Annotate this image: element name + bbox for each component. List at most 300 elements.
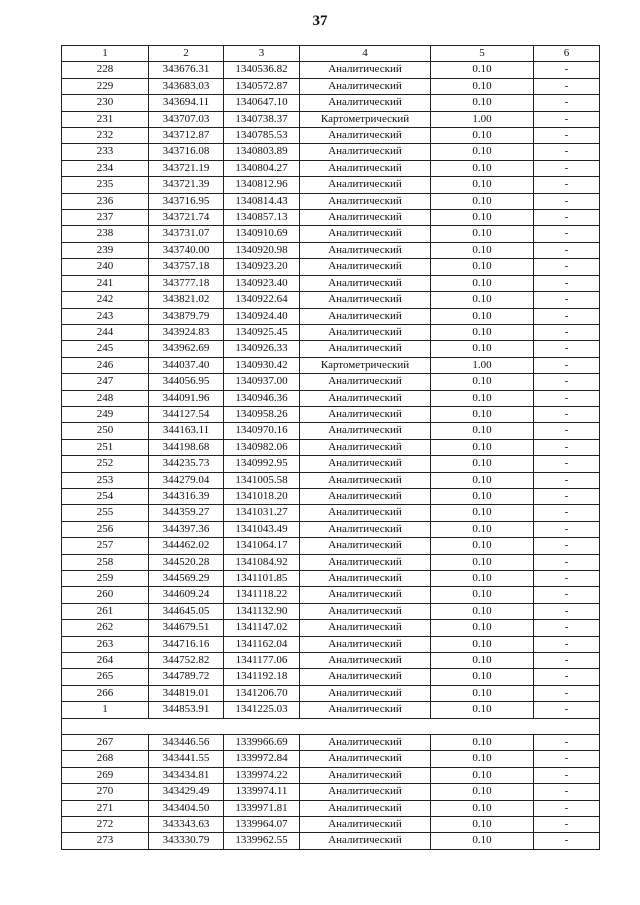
x-coordinate-cell: 343712.87 <box>149 128 224 144</box>
accuracy-cell: 0.10 <box>431 702 534 718</box>
column-header-5: 5 <box>431 46 534 62</box>
x-coordinate-cell: 344716.16 <box>149 636 224 652</box>
x-coordinate-cell: 343721.19 <box>149 160 224 176</box>
method-cell: Аналитический <box>300 390 431 406</box>
point-number-cell: 230 <box>62 95 149 111</box>
y-coordinate-cell: 1339962.55 <box>224 833 300 849</box>
point-number-cell: 235 <box>62 177 149 193</box>
accuracy-cell: 0.10 <box>431 767 534 783</box>
table-row <box>62 702 600 718</box>
x-coordinate-cell: 344853.91 <box>149 702 224 718</box>
x-coordinate-cell: 344127.54 <box>149 406 224 422</box>
y-coordinate-cell: 1341162.04 <box>224 636 300 652</box>
description-cell: - <box>534 128 600 144</box>
description-cell: - <box>534 439 600 455</box>
table-row <box>62 620 600 636</box>
description-cell: - <box>534 226 600 242</box>
method-cell: Аналитический <box>300 751 431 767</box>
description-cell: - <box>534 833 600 849</box>
method-cell: Аналитический <box>300 324 431 340</box>
point-number-cell: 255 <box>62 505 149 521</box>
x-coordinate-cell: 344609.24 <box>149 587 224 603</box>
description-cell: - <box>534 95 600 111</box>
point-number-cell: 270 <box>62 784 149 800</box>
x-coordinate-cell: 343716.95 <box>149 193 224 209</box>
y-coordinate-cell: 1341177.06 <box>224 653 300 669</box>
point-number-cell: 259 <box>62 571 149 587</box>
x-coordinate-cell: 343330.79 <box>149 833 224 849</box>
table-row <box>62 226 600 242</box>
description-cell: - <box>534 472 600 488</box>
table-row <box>62 751 600 767</box>
accuracy-cell: 0.10 <box>431 488 534 504</box>
y-coordinate-cell: 1340920.98 <box>224 242 300 258</box>
table-row <box>62 423 600 439</box>
method-cell: Аналитический <box>300 95 431 111</box>
description-cell: - <box>534 390 600 406</box>
accuracy-cell: 0.10 <box>431 128 534 144</box>
description-cell: - <box>534 324 600 340</box>
y-coordinate-cell: 1340804.27 <box>224 160 300 176</box>
y-coordinate-cell: 1340946.36 <box>224 390 300 406</box>
accuracy-cell: 0.10 <box>431 784 534 800</box>
method-cell: Аналитический <box>300 456 431 472</box>
coordinates-table <box>61 45 600 850</box>
y-coordinate-cell: 1340812.96 <box>224 177 300 193</box>
x-coordinate-cell: 343694.11 <box>149 95 224 111</box>
method-cell: Аналитический <box>300 259 431 275</box>
accuracy-cell: 1.00 <box>431 111 534 127</box>
table-row <box>62 193 600 209</box>
x-coordinate-cell: 343676.31 <box>149 62 224 78</box>
accuracy-cell: 0.10 <box>431 210 534 226</box>
description-cell: - <box>534 177 600 193</box>
accuracy-cell: 0.10 <box>431 242 534 258</box>
y-coordinate-cell: 1340992.95 <box>224 456 300 472</box>
description-cell: - <box>534 603 600 619</box>
method-cell: Аналитический <box>300 817 431 833</box>
y-coordinate-cell: 1340923.40 <box>224 275 300 291</box>
x-coordinate-cell: 343740.00 <box>149 242 224 258</box>
table-row <box>62 439 600 455</box>
point-number-cell: 237 <box>62 210 149 226</box>
empty-cell <box>62 718 600 734</box>
y-coordinate-cell: 1340982.06 <box>224 439 300 455</box>
description-cell: - <box>534 357 600 373</box>
x-coordinate-cell: 343777.18 <box>149 275 224 291</box>
x-coordinate-cell: 344056.95 <box>149 374 224 390</box>
accuracy-cell: 0.10 <box>431 751 534 767</box>
method-cell: Аналитический <box>300 275 431 291</box>
x-coordinate-cell: 343731.07 <box>149 226 224 242</box>
accuracy-cell: 0.10 <box>431 833 534 849</box>
point-number-cell: 246 <box>62 357 149 373</box>
y-coordinate-cell: 1339974.22 <box>224 767 300 783</box>
method-cell: Аналитический <box>300 177 431 193</box>
x-coordinate-cell: 344359.27 <box>149 505 224 521</box>
description-cell: - <box>534 406 600 422</box>
table-spacer <box>62 718 600 734</box>
method-cell: Аналитический <box>300 210 431 226</box>
accuracy-cell: 0.10 <box>431 275 534 291</box>
table-row <box>62 341 600 357</box>
x-coordinate-cell: 343446.56 <box>149 735 224 751</box>
method-cell: Аналитический <box>300 242 431 258</box>
x-coordinate-cell: 344462.02 <box>149 538 224 554</box>
x-coordinate-cell: 343441.55 <box>149 751 224 767</box>
method-cell: Аналитический <box>300 292 431 308</box>
method-cell: Аналитический <box>300 800 431 816</box>
description-cell: - <box>534 292 600 308</box>
accuracy-cell: 0.10 <box>431 226 534 242</box>
point-number-cell: 248 <box>62 390 149 406</box>
description-cell: - <box>534 800 600 816</box>
point-number-cell: 273 <box>62 833 149 849</box>
description-cell: - <box>534 259 600 275</box>
x-coordinate-cell: 344397.36 <box>149 521 224 537</box>
table-row <box>62 374 600 390</box>
empty-separator-row <box>62 718 600 734</box>
x-coordinate-cell: 343707.03 <box>149 111 224 127</box>
point-number-cell: 240 <box>62 259 149 275</box>
table-row <box>62 488 600 504</box>
table-row <box>62 308 600 324</box>
method-cell: Аналитический <box>300 308 431 324</box>
point-number-cell: 1 <box>62 702 149 718</box>
point-number-cell: 236 <box>62 193 149 209</box>
accuracy-cell: 0.10 <box>431 669 534 685</box>
description-cell: - <box>534 456 600 472</box>
table-row <box>62 538 600 554</box>
y-coordinate-cell: 1341118.22 <box>224 587 300 603</box>
table-row <box>62 78 600 94</box>
x-coordinate-cell: 343434.81 <box>149 767 224 783</box>
point-number-cell: 239 <box>62 242 149 258</box>
column-header-4: 4 <box>300 46 431 62</box>
method-cell: Картометрический <box>300 357 431 373</box>
description-cell: - <box>534 571 600 587</box>
table-row <box>62 111 600 127</box>
x-coordinate-cell: 344037.40 <box>149 357 224 373</box>
accuracy-cell: 0.10 <box>431 292 534 308</box>
table-row <box>62 587 600 603</box>
description-cell: - <box>534 144 600 160</box>
point-number-cell: 249 <box>62 406 149 422</box>
y-coordinate-cell: 1339966.69 <box>224 735 300 751</box>
x-coordinate-cell: 344316.39 <box>149 488 224 504</box>
x-coordinate-cell: 343404.50 <box>149 800 224 816</box>
method-cell: Аналитический <box>300 521 431 537</box>
accuracy-cell: 0.10 <box>431 636 534 652</box>
accuracy-cell: 1.00 <box>431 357 534 373</box>
y-coordinate-cell: 1340924.40 <box>224 308 300 324</box>
accuracy-cell: 0.10 <box>431 324 534 340</box>
method-cell: Аналитический <box>300 653 431 669</box>
y-coordinate-cell: 1339964.07 <box>224 817 300 833</box>
accuracy-cell: 0.10 <box>431 817 534 833</box>
point-number-cell: 272 <box>62 817 149 833</box>
point-number-cell: 244 <box>62 324 149 340</box>
accuracy-cell: 0.10 <box>431 571 534 587</box>
table-row <box>62 800 600 816</box>
table-row <box>62 357 600 373</box>
method-cell: Аналитический <box>300 128 431 144</box>
method-cell: Аналитический <box>300 423 431 439</box>
table-body-group-1 <box>62 62 600 718</box>
table-row <box>62 160 600 176</box>
page-number: 37 <box>312 13 328 29</box>
x-coordinate-cell: 344819.01 <box>149 685 224 701</box>
x-coordinate-cell: 343721.39 <box>149 177 224 193</box>
description-cell: - <box>534 160 600 176</box>
y-coordinate-cell: 1340647.10 <box>224 95 300 111</box>
method-cell: Аналитический <box>300 571 431 587</box>
y-coordinate-cell: 1340937.00 <box>224 374 300 390</box>
method-cell: Аналитический <box>300 78 431 94</box>
table-row <box>62 390 600 406</box>
y-coordinate-cell: 1340738.37 <box>224 111 300 127</box>
description-cell: - <box>534 62 600 78</box>
y-coordinate-cell: 1340926.33 <box>224 341 300 357</box>
y-coordinate-cell: 1341132.90 <box>224 603 300 619</box>
x-coordinate-cell: 343716.08 <box>149 144 224 160</box>
table-row <box>62 571 600 587</box>
x-coordinate-cell: 344198.68 <box>149 439 224 455</box>
y-coordinate-cell: 1341018.20 <box>224 488 300 504</box>
description-cell: - <box>534 554 600 570</box>
description-cell: - <box>534 78 600 94</box>
point-number-cell: 257 <box>62 538 149 554</box>
y-coordinate-cell: 1340930.42 <box>224 357 300 373</box>
point-number-cell: 231 <box>62 111 149 127</box>
x-coordinate-cell: 343821.02 <box>149 292 224 308</box>
description-cell: - <box>534 538 600 554</box>
y-coordinate-cell: 1339972.84 <box>224 751 300 767</box>
y-coordinate-cell: 1340814.43 <box>224 193 300 209</box>
point-number-cell: 266 <box>62 685 149 701</box>
y-coordinate-cell: 1340925.45 <box>224 324 300 340</box>
method-cell: Аналитический <box>300 767 431 783</box>
description-cell: - <box>534 636 600 652</box>
table-row <box>62 669 600 685</box>
point-number-cell: 233 <box>62 144 149 160</box>
accuracy-cell: 0.10 <box>431 62 534 78</box>
accuracy-cell: 0.10 <box>431 685 534 701</box>
y-coordinate-cell: 1341225.03 <box>224 702 300 718</box>
y-coordinate-cell: 1340922.64 <box>224 292 300 308</box>
accuracy-cell: 0.10 <box>431 456 534 472</box>
point-number-cell: 258 <box>62 554 149 570</box>
method-cell: Аналитический <box>300 554 431 570</box>
description-cell: - <box>534 374 600 390</box>
description-cell: - <box>534 735 600 751</box>
accuracy-cell: 0.10 <box>431 521 534 537</box>
point-number-cell: 253 <box>62 472 149 488</box>
table-row <box>62 128 600 144</box>
point-number-cell: 245 <box>62 341 149 357</box>
x-coordinate-cell: 343343.63 <box>149 817 224 833</box>
table-row <box>62 817 600 833</box>
x-coordinate-cell: 344569.29 <box>149 571 224 587</box>
accuracy-cell: 0.10 <box>431 193 534 209</box>
x-coordinate-cell: 343962.69 <box>149 341 224 357</box>
accuracy-cell: 0.10 <box>431 653 534 669</box>
y-coordinate-cell: 1340785.53 <box>224 128 300 144</box>
method-cell: Аналитический <box>300 784 431 800</box>
x-coordinate-cell: 344645.05 <box>149 603 224 619</box>
method-cell: Аналитический <box>300 374 431 390</box>
point-number-cell: 264 <box>62 653 149 669</box>
table-row <box>62 833 600 849</box>
accuracy-cell: 0.10 <box>431 374 534 390</box>
description-cell: - <box>534 767 600 783</box>
column-header-1: 1 <box>62 46 149 62</box>
accuracy-cell: 0.10 <box>431 472 534 488</box>
point-number-cell: 232 <box>62 128 149 144</box>
point-number-cell: 263 <box>62 636 149 652</box>
description-cell: - <box>534 193 600 209</box>
description-cell: - <box>534 488 600 504</box>
table-row <box>62 505 600 521</box>
point-number-cell: 271 <box>62 800 149 816</box>
table-row <box>62 472 600 488</box>
table-row <box>62 636 600 652</box>
description-cell: - <box>534 308 600 324</box>
x-coordinate-cell: 343879.79 <box>149 308 224 324</box>
point-number-cell: 260 <box>62 587 149 603</box>
description-cell: - <box>534 275 600 291</box>
table-row <box>62 210 600 226</box>
point-number-cell: 241 <box>62 275 149 291</box>
y-coordinate-cell: 1341005.58 <box>224 472 300 488</box>
table-row <box>62 62 600 78</box>
y-coordinate-cell: 1340803.89 <box>224 144 300 160</box>
description-cell: - <box>534 751 600 767</box>
point-number-cell: 265 <box>62 669 149 685</box>
x-coordinate-cell: 344163.11 <box>149 423 224 439</box>
table-row <box>62 275 600 291</box>
method-cell: Аналитический <box>300 702 431 718</box>
column-header-2: 2 <box>149 46 224 62</box>
accuracy-cell: 0.10 <box>431 587 534 603</box>
description-cell: - <box>534 620 600 636</box>
method-cell: Аналитический <box>300 144 431 160</box>
point-number-cell: 252 <box>62 456 149 472</box>
header-row <box>62 46 600 62</box>
point-number-cell: 238 <box>62 226 149 242</box>
point-number-cell: 250 <box>62 423 149 439</box>
method-cell: Аналитический <box>300 193 431 209</box>
y-coordinate-cell: 1341031.27 <box>224 505 300 521</box>
accuracy-cell: 0.10 <box>431 439 534 455</box>
description-cell: - <box>534 685 600 701</box>
table-row <box>62 144 600 160</box>
description-cell: - <box>534 210 600 226</box>
x-coordinate-cell: 344752.82 <box>149 653 224 669</box>
accuracy-cell: 0.10 <box>431 390 534 406</box>
point-number-cell: 261 <box>62 603 149 619</box>
description-cell: - <box>534 702 600 718</box>
x-coordinate-cell: 344279.04 <box>149 472 224 488</box>
table-row <box>62 95 600 111</box>
description-cell: - <box>534 505 600 521</box>
point-number-cell: 228 <box>62 62 149 78</box>
accuracy-cell: 0.10 <box>431 505 534 521</box>
description-cell: - <box>534 111 600 127</box>
accuracy-cell: 0.10 <box>431 603 534 619</box>
x-coordinate-cell: 344679.51 <box>149 620 224 636</box>
method-cell: Аналитический <box>300 406 431 422</box>
method-cell: Аналитический <box>300 603 431 619</box>
method-cell: Аналитический <box>300 160 431 176</box>
accuracy-cell: 0.10 <box>431 78 534 94</box>
method-cell: Аналитический <box>300 505 431 521</box>
y-coordinate-cell: 1341064.17 <box>224 538 300 554</box>
method-cell: Аналитический <box>300 488 431 504</box>
method-cell: Аналитический <box>300 472 431 488</box>
method-cell: Аналитический <box>300 538 431 554</box>
point-number-cell: 254 <box>62 488 149 504</box>
x-coordinate-cell: 343721.74 <box>149 210 224 226</box>
y-coordinate-cell: 1341084.92 <box>224 554 300 570</box>
y-coordinate-cell: 1341101.85 <box>224 571 300 587</box>
accuracy-cell: 0.10 <box>431 423 534 439</box>
point-number-cell: 243 <box>62 308 149 324</box>
method-cell: Аналитический <box>300 620 431 636</box>
y-coordinate-cell: 1340958.26 <box>224 406 300 422</box>
y-coordinate-cell: 1340536.82 <box>224 62 300 78</box>
method-cell: Аналитический <box>300 62 431 78</box>
method-cell: Аналитический <box>300 735 431 751</box>
table-row <box>62 735 600 751</box>
point-number-cell: 262 <box>62 620 149 636</box>
method-cell: Аналитический <box>300 587 431 603</box>
point-number-cell: 268 <box>62 751 149 767</box>
description-cell: - <box>534 784 600 800</box>
description-cell: - <box>534 242 600 258</box>
accuracy-cell: 0.10 <box>431 177 534 193</box>
description-cell: - <box>534 669 600 685</box>
y-coordinate-cell: 1340572.87 <box>224 78 300 94</box>
method-cell: Картометрический <box>300 111 431 127</box>
table-row <box>62 324 600 340</box>
method-cell: Аналитический <box>300 341 431 357</box>
x-coordinate-cell: 344235.73 <box>149 456 224 472</box>
point-number-cell: 247 <box>62 374 149 390</box>
accuracy-cell: 0.10 <box>431 144 534 160</box>
table-row <box>62 521 600 537</box>
x-coordinate-cell: 344091.96 <box>149 390 224 406</box>
y-coordinate-cell: 1339971.81 <box>224 800 300 816</box>
accuracy-cell: 0.10 <box>431 95 534 111</box>
point-number-cell: 256 <box>62 521 149 537</box>
y-coordinate-cell: 1340923.20 <box>224 259 300 275</box>
accuracy-cell: 0.10 <box>431 341 534 357</box>
x-coordinate-cell: 344520.28 <box>149 554 224 570</box>
y-coordinate-cell: 1340910.69 <box>224 226 300 242</box>
y-coordinate-cell: 1339974.11 <box>224 784 300 800</box>
table-row <box>62 653 600 669</box>
table-row <box>62 259 600 275</box>
method-cell: Аналитический <box>300 439 431 455</box>
description-cell: - <box>534 587 600 603</box>
method-cell: Аналитический <box>300 685 431 701</box>
point-number-cell: 242 <box>62 292 149 308</box>
method-cell: Аналитический <box>300 226 431 242</box>
accuracy-cell: 0.10 <box>431 160 534 176</box>
method-cell: Аналитический <box>300 833 431 849</box>
x-coordinate-cell: 343429.49 <box>149 784 224 800</box>
